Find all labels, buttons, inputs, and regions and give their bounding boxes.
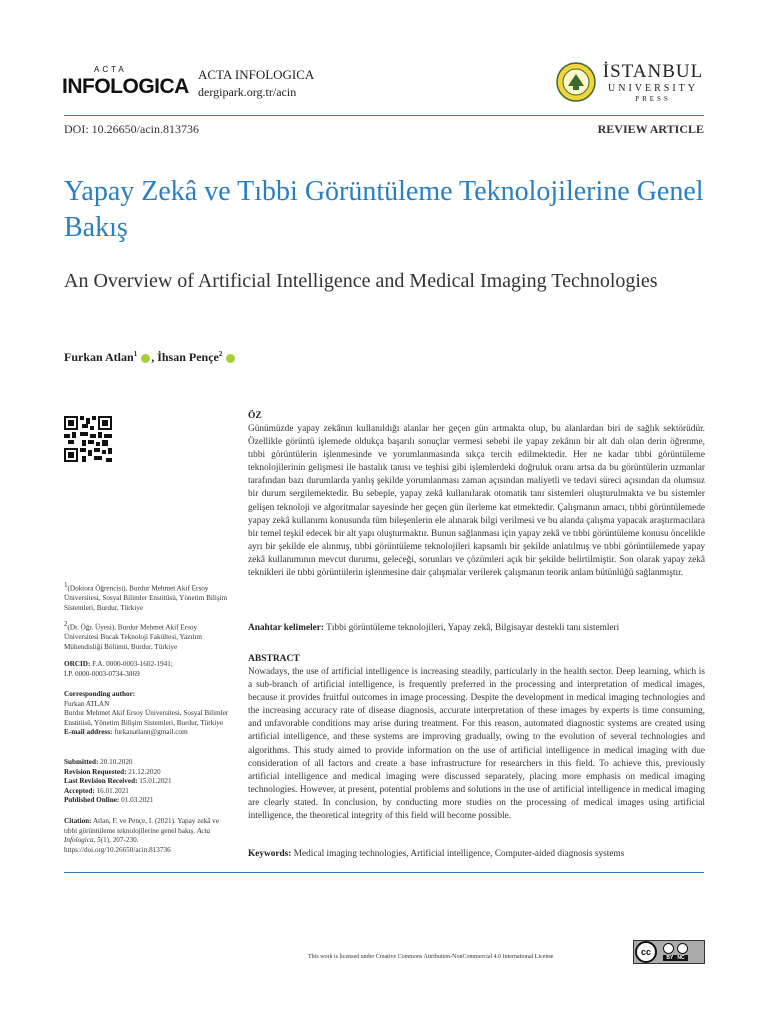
- publisher-name: [600, 62, 706, 104]
- orcid-icon[interactable]: [226, 354, 235, 363]
- affiliation-text: (Dr. Öğr. Üyesi), Burdur Mehmet Akif Ersoy Üniversitesi Bucak Teknoloji Fakültesi, Yazılım Mühendisliği Bölümü, Burdur, Türkiye: [64, 623, 202, 651]
- keywords-en: Medical imaging technologies, Artificial intelligence, Computer-aided diagnosis systems: [293, 849, 625, 859]
- header-rule: [64, 115, 704, 116]
- publisher-line-university: UNIVERSITY: [608, 83, 698, 94]
- footer-rule: [64, 872, 704, 873]
- logo-acta-text: ACTA: [94, 65, 127, 74]
- last-revision-label: Last Revision Received:: [64, 777, 138, 786]
- abstract-text: Nowadays, the use of artificial intelligence is increasing steadily, particularly in the health sector. Deep learning, which is a sub-branch of artificial intelligence, is frequently preferred in the processing and interpretation of medical images, because it provides fruitful outcomes in image processing. Despite the development in medical imaging technologies and the increasing accuracy rate of disease diagnosis, accurate interpretation of these images by experts is time consuming, and unfavorable conditions may arise during treatment. For this reason, automated diagnostic systems are created using artificial intelligence, and these systems are improving gradually, owing to the evolution of several technologies and algorithms. This study aimed to provide information on the use of artificial intelligence in medical imaging with due consideration of all factors and create a base infrastructure for researchers in this field. To achieve this, previously artificial intelligence and medical imaging were discussed separately, placing more emphasis on medical imaging technologies. However, at present, potential problems and solutions in the use of artificial intelligence in medical imaging are clearly stated. In conclusion, by conducting more studies on the processing of medical images using artificial intelligence, the theoretical integrity of this field will become possible.: [248, 667, 705, 822]
- corresponding-author-block: [64, 690, 230, 738]
- citation-journal: Acta Infologica, 5: [64, 826, 211, 845]
- affiliation-marker: 2: [218, 350, 223, 358]
- oz-text: Günümüzde yapay zekânın kullanıldığı alanlar her geçen gün artmakta olup, bu alanlardan biri de sağlık sektörüdür. Özellikle görüntü işlemede oldukça başarılı sonuçlar vermesi sebebi ile yapay zekânın bir alt dalı olan derin öğrenme, tıbbi görüntülerin işlenmesinde ve yorumlanmasında sıkça tercih edilmektedir. Her ne kadar tıbbi görüntüleme teknolojilerinin gelişmesi ile hastalık tanısı ve teşhisi gibi işlemlerdeki doğruluk oranı artsa da bu görüntülerin uzmanlar tarafından bazı durumlarda yanlış şekilde yorumlanması zaman açısından maliyetli ve tedavi süreci açısından da olumsuz bir durum sergilemektedir. Bu sebeple, yapay zekâ kullanılarak otomatik tanı sistemleri oluşturulmakta ve bu sistemler gelişen teknoloji ve algoritmalar sayesinde her geçen gün ilerleme kat etmektedir. Çalışmanın amacı, tıbbi görüntülemede yapay zekâ kullanımı konusunda tüm bileşenlerin ele alınarak bilgi verilmesi ve bu alanda çalışma yapacak araştırmacılara bir temel teşkil edecek bir alt yapı oluşturmaktır. Bunun sağlanması için yapay zekâ ve tıbbi görüntüleme konusu öncelikle ayrı bir şekilde ele alınmış, tıbbi görüntüleme teknolojileri kapsamlı bir şekilde anlatılmış ve tıbbi görüntülemede yapay zekâ kullanımının mevcut durumu, geleceği, sorunları ve çözümleri açık bir şekilde belirtilmiştir. Son olarak yapay zekâ teknikleri ile tıbbi görüntülerin işlenmesine dair çalışmalar verilerek çalışmanın teorik anlam bütünlüğü sağlanmıştır.: [248, 424, 705, 579]
- journal-url[interactable]: dergipark.org.tr/acin: [198, 85, 297, 99]
- oz-heading: ÖZ: [248, 411, 262, 421]
- affiliation-2: [64, 620, 230, 652]
- published-label: Published Online:: [64, 796, 120, 805]
- keywords-label-tr: Anahtar kelimeler:: [248, 623, 324, 633]
- keywords-tr: Tıbbi görüntüleme teknolojileri, Yapay zekâ, Bilgisayar destekli tanı sistemleri: [326, 623, 620, 633]
- revision-label: Revision Requested:: [64, 767, 127, 776]
- email-label: E-mail address:: [64, 728, 113, 737]
- title-turkish: Yapay Zekâ ve Tıbbi Görüntüleme Teknolojilerine Genel Bakış: [64, 176, 704, 243]
- accepted-label: Accepted:: [64, 786, 95, 795]
- cc-license-badge[interactable]: [633, 940, 705, 964]
- cc-icon: cc: [635, 941, 657, 963]
- university-seal-icon: [556, 62, 596, 102]
- keywords-block: [248, 848, 705, 861]
- qr-code-icon[interactable]: [64, 416, 112, 462]
- publisher-line-istanbul: İSTANBUL: [602, 61, 704, 82]
- affiliation-marker: 2: [64, 620, 68, 628]
- published-date: 01.03.2021: [121, 796, 154, 805]
- doi[interactable]: DOI: 10.26650/acin.813736: [64, 122, 199, 136]
- accepted-date: 16.01.2021: [96, 786, 129, 795]
- abstract-heading: ABSTRACT: [248, 654, 300, 664]
- affiliation-marker: 1: [133, 350, 138, 358]
- orcid-icon[interactable]: [141, 354, 150, 363]
- orcid-id[interactable]: F.A. 0000-0003-1602-1941;: [92, 660, 173, 668]
- license-text[interactable]: This work is licensed under Creative Commons Attribution-NonCommercial 4.0 International License: [308, 954, 554, 960]
- revision-date: 21.12.2020: [128, 767, 161, 776]
- citation-authors: Atlan, F. ve Pençe, I. (2021). Yapay zekâ ve tıbbi görüntüleme teknolojilerine genel bakış.: [64, 817, 219, 835]
- keywords-label-en: Keywords:: [248, 849, 292, 859]
- nc-dollar-icon: [677, 943, 688, 954]
- author-separator: ,: [151, 350, 158, 364]
- publisher-line-press: PRESS: [635, 95, 671, 103]
- title-english: An Overview of Artificial Intelligence and Medical Imaging Technologies: [64, 270, 658, 292]
- last-revision-date: 15.01.2021: [139, 777, 172, 786]
- citation-block: [64, 817, 230, 855]
- anahtar-kelimeler: [248, 622, 705, 635]
- author-name: İhsan Pençe: [157, 350, 219, 364]
- corresponding-label: Corresponding author:: [64, 690, 136, 698]
- orcid-block: [64, 660, 230, 679]
- cc-by-label: BY: [666, 955, 674, 961]
- submitted-label: Submitted:: [64, 758, 99, 766]
- author-name: Furkan Atlan: [64, 350, 134, 364]
- citation-pages: (1), 207-230.: [100, 836, 139, 845]
- logo-main-text: INFOLOGICA: [62, 75, 189, 98]
- email-link[interactable]: furkanatlann@gmail.com: [114, 728, 188, 737]
- cc-nc-label: NC: [677, 955, 685, 961]
- orcid-id[interactable]: İ.P. 0000-0003-0734-3869: [64, 669, 140, 678]
- by-person-icon: [663, 943, 674, 954]
- article-type: REVIEW ARTICLE: [597, 122, 704, 136]
- journal-name: ACTA INFOLOGICA: [198, 67, 315, 82]
- journal-logo: [62, 64, 189, 100]
- corresponding-address: Burdur Mehmet Akif Ersoy Üniversitesi, Sosyal Bilimler Enstitüsü, Yönetim Bilişim Sistemleri, Burdur, Türkiye: [64, 709, 229, 727]
- orcid-label: ORCID:: [64, 660, 91, 668]
- submitted-date: 20.10.2020: [100, 758, 133, 766]
- author-list: [64, 350, 236, 365]
- citation-doi-link[interactable]: https://doi.org/10.26650/acin.813736: [64, 845, 171, 854]
- affiliation-1: [64, 581, 230, 613]
- corresponding-name: Furkan ATLAN: [64, 699, 110, 708]
- citation-label: Citation:: [64, 817, 92, 825]
- affiliation-text: (Doktora Öğrencisi), Burdur Mehmet Akif Ersoy Üniversitesi, Sosyal Bilimler Enstitüsü, Yönetim Bilişim Sistemleri, Burdur, Türkiye: [64, 584, 228, 612]
- affiliation-marker: 1: [64, 581, 68, 589]
- dates-block: [64, 758, 230, 806]
